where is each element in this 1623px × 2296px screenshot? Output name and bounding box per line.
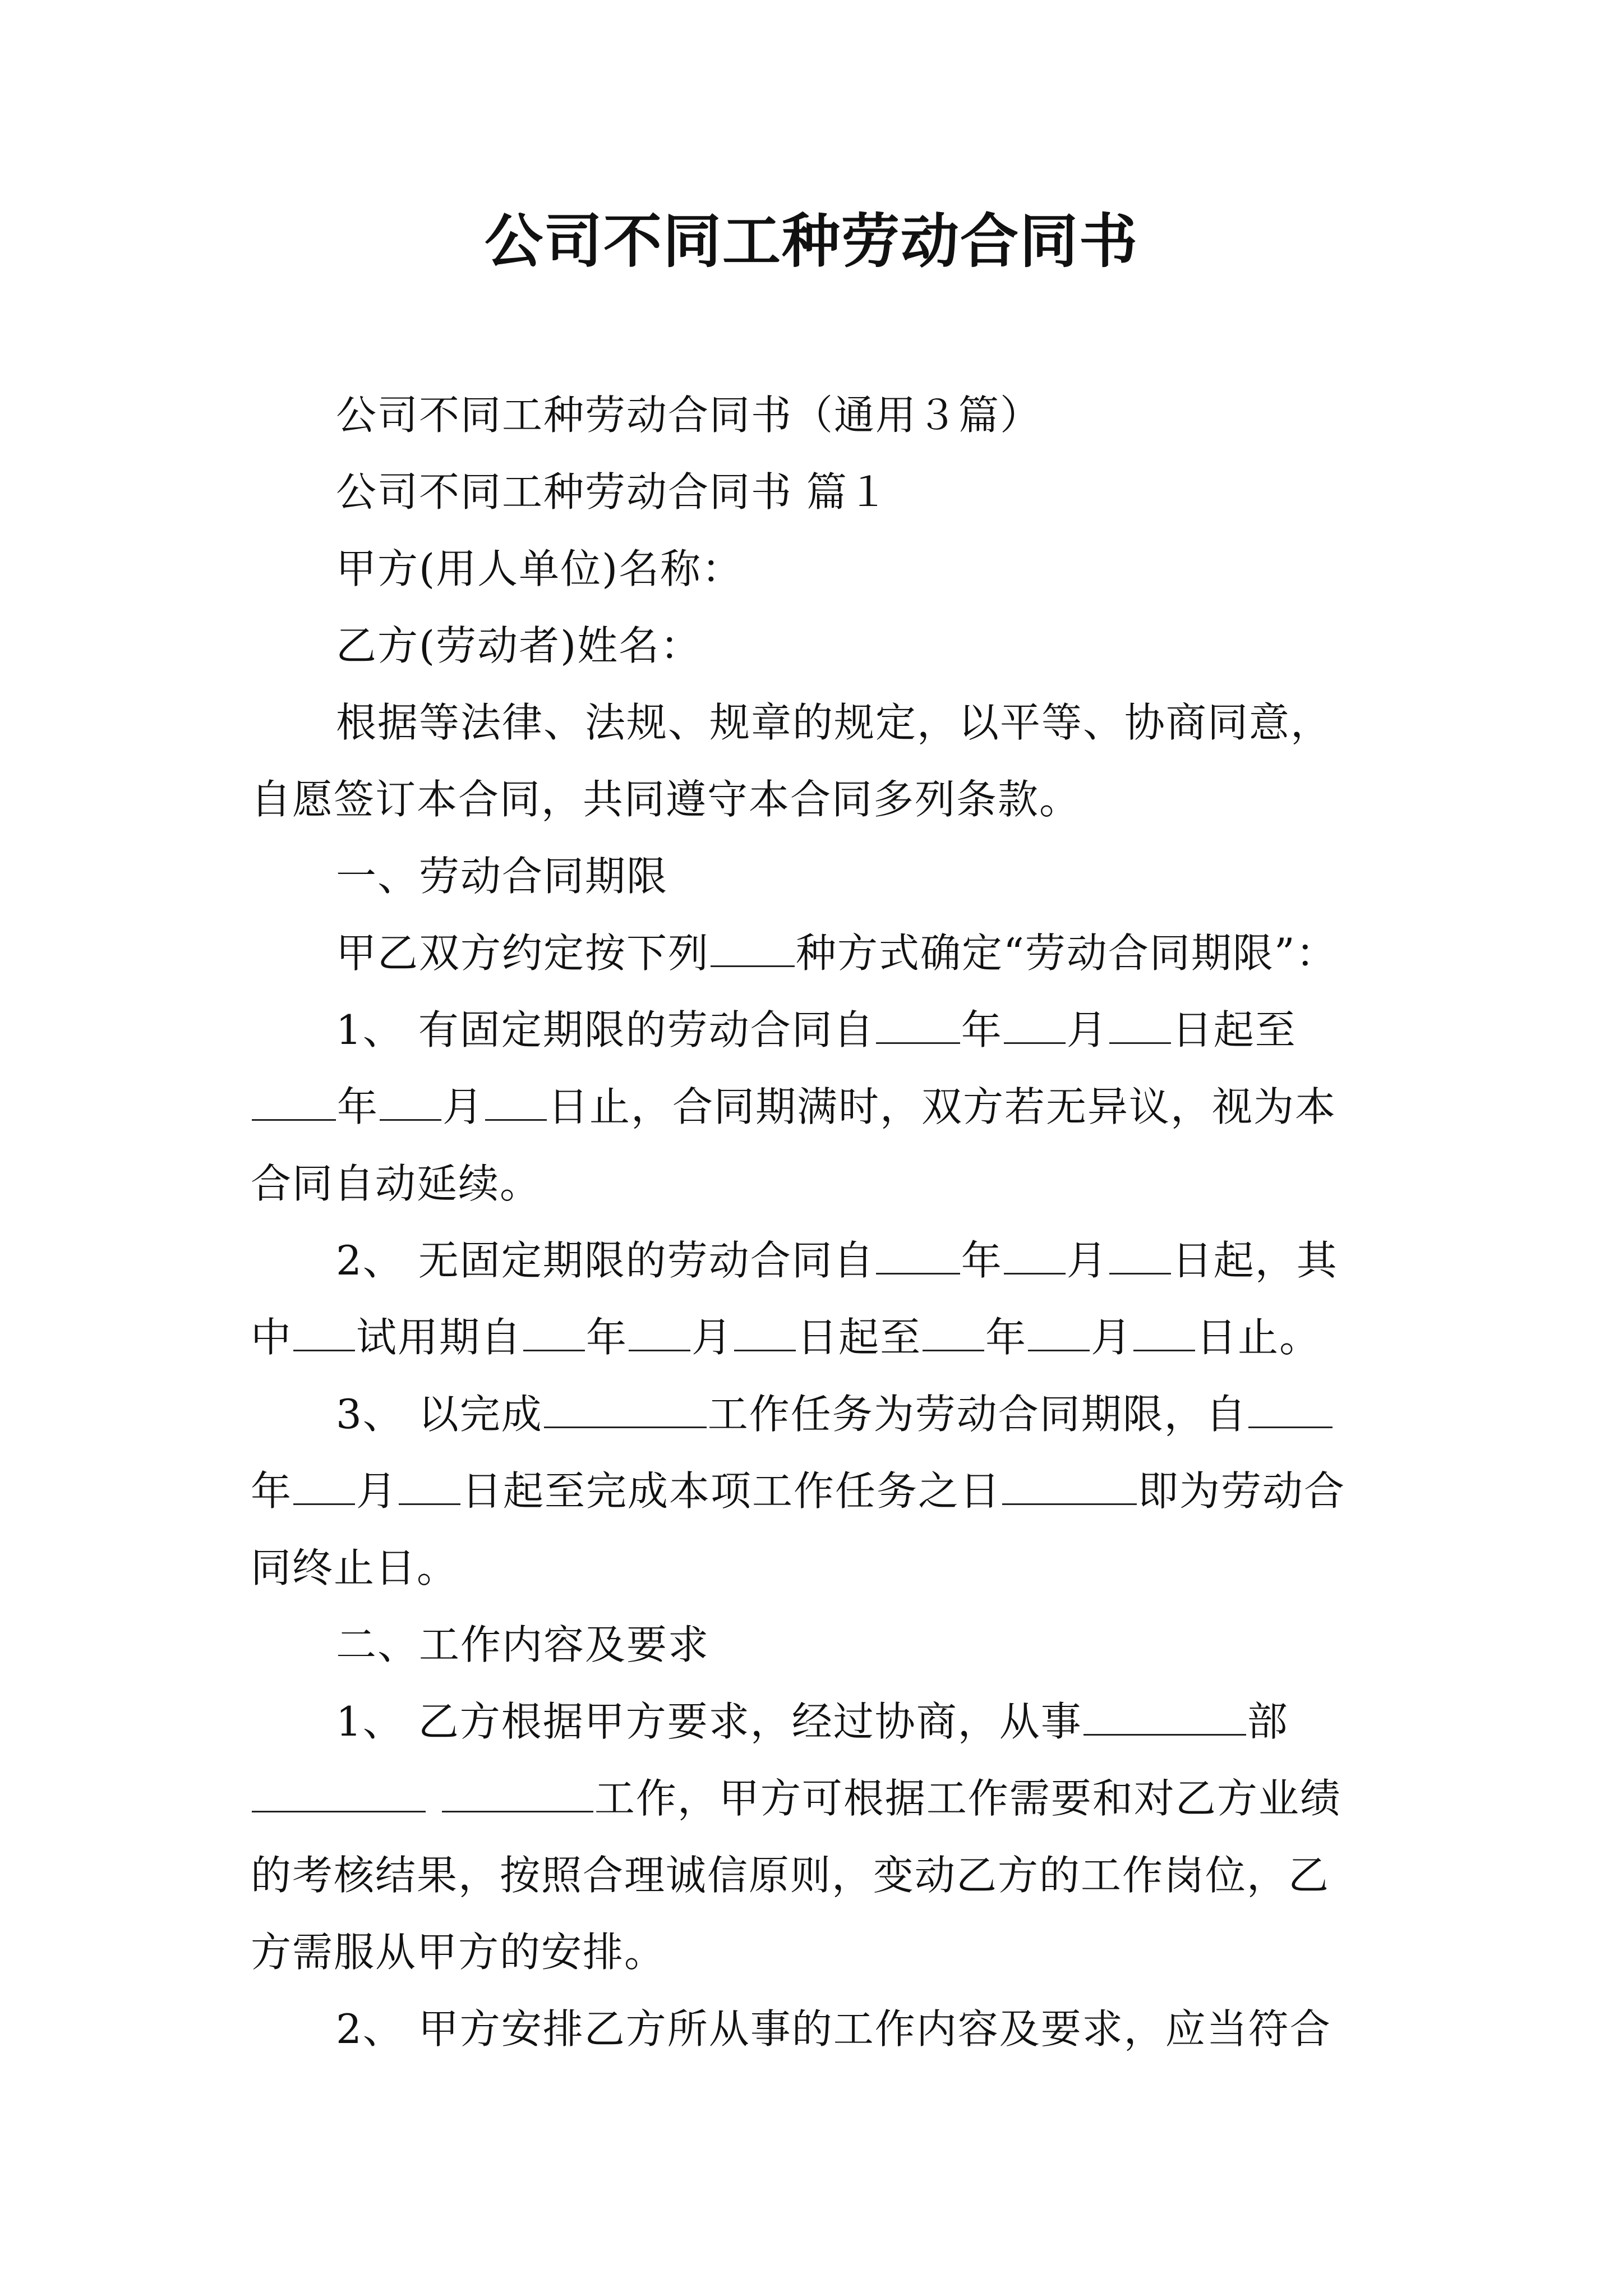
- text-segment: 2、 无固定期限的劳动合同自: [336, 1237, 875, 1284]
- paragraph-line: 自愿签订本合同，共同遵守本合同多列条款。: [251, 776, 1081, 823]
- blank-field[interactable]: [711, 931, 795, 967]
- blank-field[interactable]: [523, 1315, 585, 1351]
- blank-field[interactable]: [1133, 1315, 1195, 1351]
- section-heading: 公司不同工种劳动合同书 篇１: [336, 468, 889, 516]
- blank-field[interactable]: [1083, 1699, 1246, 1736]
- blank-field[interactable]: [1109, 1238, 1171, 1274]
- text-segment: 3、 以完成: [336, 1391, 543, 1438]
- text-segment: 日起至: [797, 1314, 922, 1361]
- text-segment: 日起至: [1172, 1006, 1297, 1053]
- blank-field[interactable]: [1004, 1238, 1066, 1274]
- text-segment: 月: [442, 1083, 485, 1130]
- paragraph-line: 的考核结果，按照合理诚信原则，变动乙方的工作岗位，乙: [251, 1852, 1330, 1899]
- subtitle-line: 公司不同工种劳动合同书（通用３篇）: [336, 392, 1042, 439]
- text-segment: 日起至完成本项工作任务之日: [462, 1467, 1002, 1515]
- blank-field[interactable]: [876, 1007, 960, 1044]
- paragraph-line: [251, 915, 1384, 992]
- text-segment: 试用期自: [356, 1314, 523, 1361]
- paragraph-line: 根据等法律、法规、规章的规定，以平等、协商同意，: [336, 699, 1332, 746]
- text-segment: 年: [586, 1314, 628, 1361]
- text-segment: 工作，甲方可根据工作需要和对乙方业绩: [594, 1775, 1341, 1822]
- blank-field[interactable]: [252, 1776, 426, 1812]
- blank-field[interactable]: [442, 1776, 593, 1812]
- blank-field[interactable]: [399, 1469, 460, 1505]
- document-body: [251, 377, 1384, 2068]
- text-segment: 年: [251, 1467, 293, 1515]
- blank-field[interactable]: [876, 1238, 960, 1274]
- text-segment: 中: [251, 1314, 293, 1361]
- text-segment: 月: [691, 1314, 734, 1361]
- paragraph-line: [251, 1683, 1384, 1760]
- blank-field[interactable]: [629, 1315, 690, 1351]
- text-segment: 年: [961, 1006, 1003, 1053]
- paragraph-line: [251, 1069, 1384, 1145]
- blank-field[interactable]: [293, 1315, 355, 1351]
- blank-field[interactable]: [1004, 1007, 1066, 1044]
- paragraph-line: [251, 1453, 1384, 1530]
- text-segment: 月: [356, 1467, 398, 1515]
- blank-field[interactable]: [1002, 1469, 1137, 1505]
- text-segment: 种方式确定“劳动合同期限”：: [796, 930, 1338, 977]
- paragraph-line: [251, 1376, 1384, 1453]
- paragraph-line: 同终止日。: [251, 1544, 459, 1591]
- text-segment: 日止。: [1196, 1314, 1321, 1361]
- paragraph-line: [251, 1299, 1384, 1376]
- blank-field[interactable]: [1109, 1007, 1171, 1044]
- blank-field[interactable]: [1248, 1392, 1332, 1428]
- blank-field[interactable]: [734, 1315, 796, 1351]
- text-segment: 年: [961, 1237, 1003, 1284]
- clause-heading: 二、工作内容及要求: [336, 1621, 710, 1668]
- blank-field[interactable]: [1028, 1315, 1090, 1351]
- blank-field[interactable]: [544, 1392, 707, 1428]
- text-segment: 甲乙双方约定按下列: [336, 930, 710, 977]
- blank-field[interactable]: [923, 1315, 984, 1351]
- text-segment: 即为劳动合: [1138, 1467, 1346, 1515]
- party-a-line: 甲方(用人单位)名称：: [336, 545, 744, 592]
- text-segment: 年: [337, 1083, 379, 1130]
- paragraph-line: 2、 甲方安排乙方所从事的工作内容及要求，应当符合: [336, 2005, 1331, 2053]
- text-segment: 日止，合同期满时，双方若无异议，视为本: [548, 1083, 1337, 1130]
- paragraph-line: [251, 1222, 1384, 1299]
- party-b-line: 乙方(劳动者)姓名：: [336, 622, 702, 669]
- blank-field[interactable]: [485, 1084, 547, 1121]
- text-segment: 年: [985, 1314, 1027, 1361]
- text-segment: 1、 乙方根据甲方要求，经过协商，从事: [336, 1698, 1082, 1745]
- text-segment: 1、 有固定期限的劳动合同自: [336, 1006, 875, 1053]
- document-title: 公司不同工种劳动合同书: [484, 207, 1138, 275]
- text-segment: 月: [1066, 1006, 1108, 1053]
- paragraph-line: [251, 992, 1384, 1069]
- blank-field[interactable]: [380, 1084, 441, 1121]
- paragraph-line: 合同自动延续。: [251, 1160, 542, 1207]
- paragraph-line: [251, 1760, 1384, 1837]
- clause-heading: 一、劳动合同期限: [336, 853, 668, 900]
- text-segment: 部: [1247, 1698, 1289, 1745]
- text-segment: 月: [1091, 1314, 1133, 1361]
- blank-field[interactable]: [293, 1469, 355, 1505]
- blank-field[interactable]: [252, 1084, 336, 1121]
- text-segment: 工作任务为劳动合同期限，自: [707, 1391, 1247, 1438]
- text-segment: 月: [1066, 1237, 1108, 1284]
- paragraph-line: 方需服从甲方的安排。: [251, 1929, 666, 1976]
- text-segment: 日起，其: [1172, 1237, 1338, 1284]
